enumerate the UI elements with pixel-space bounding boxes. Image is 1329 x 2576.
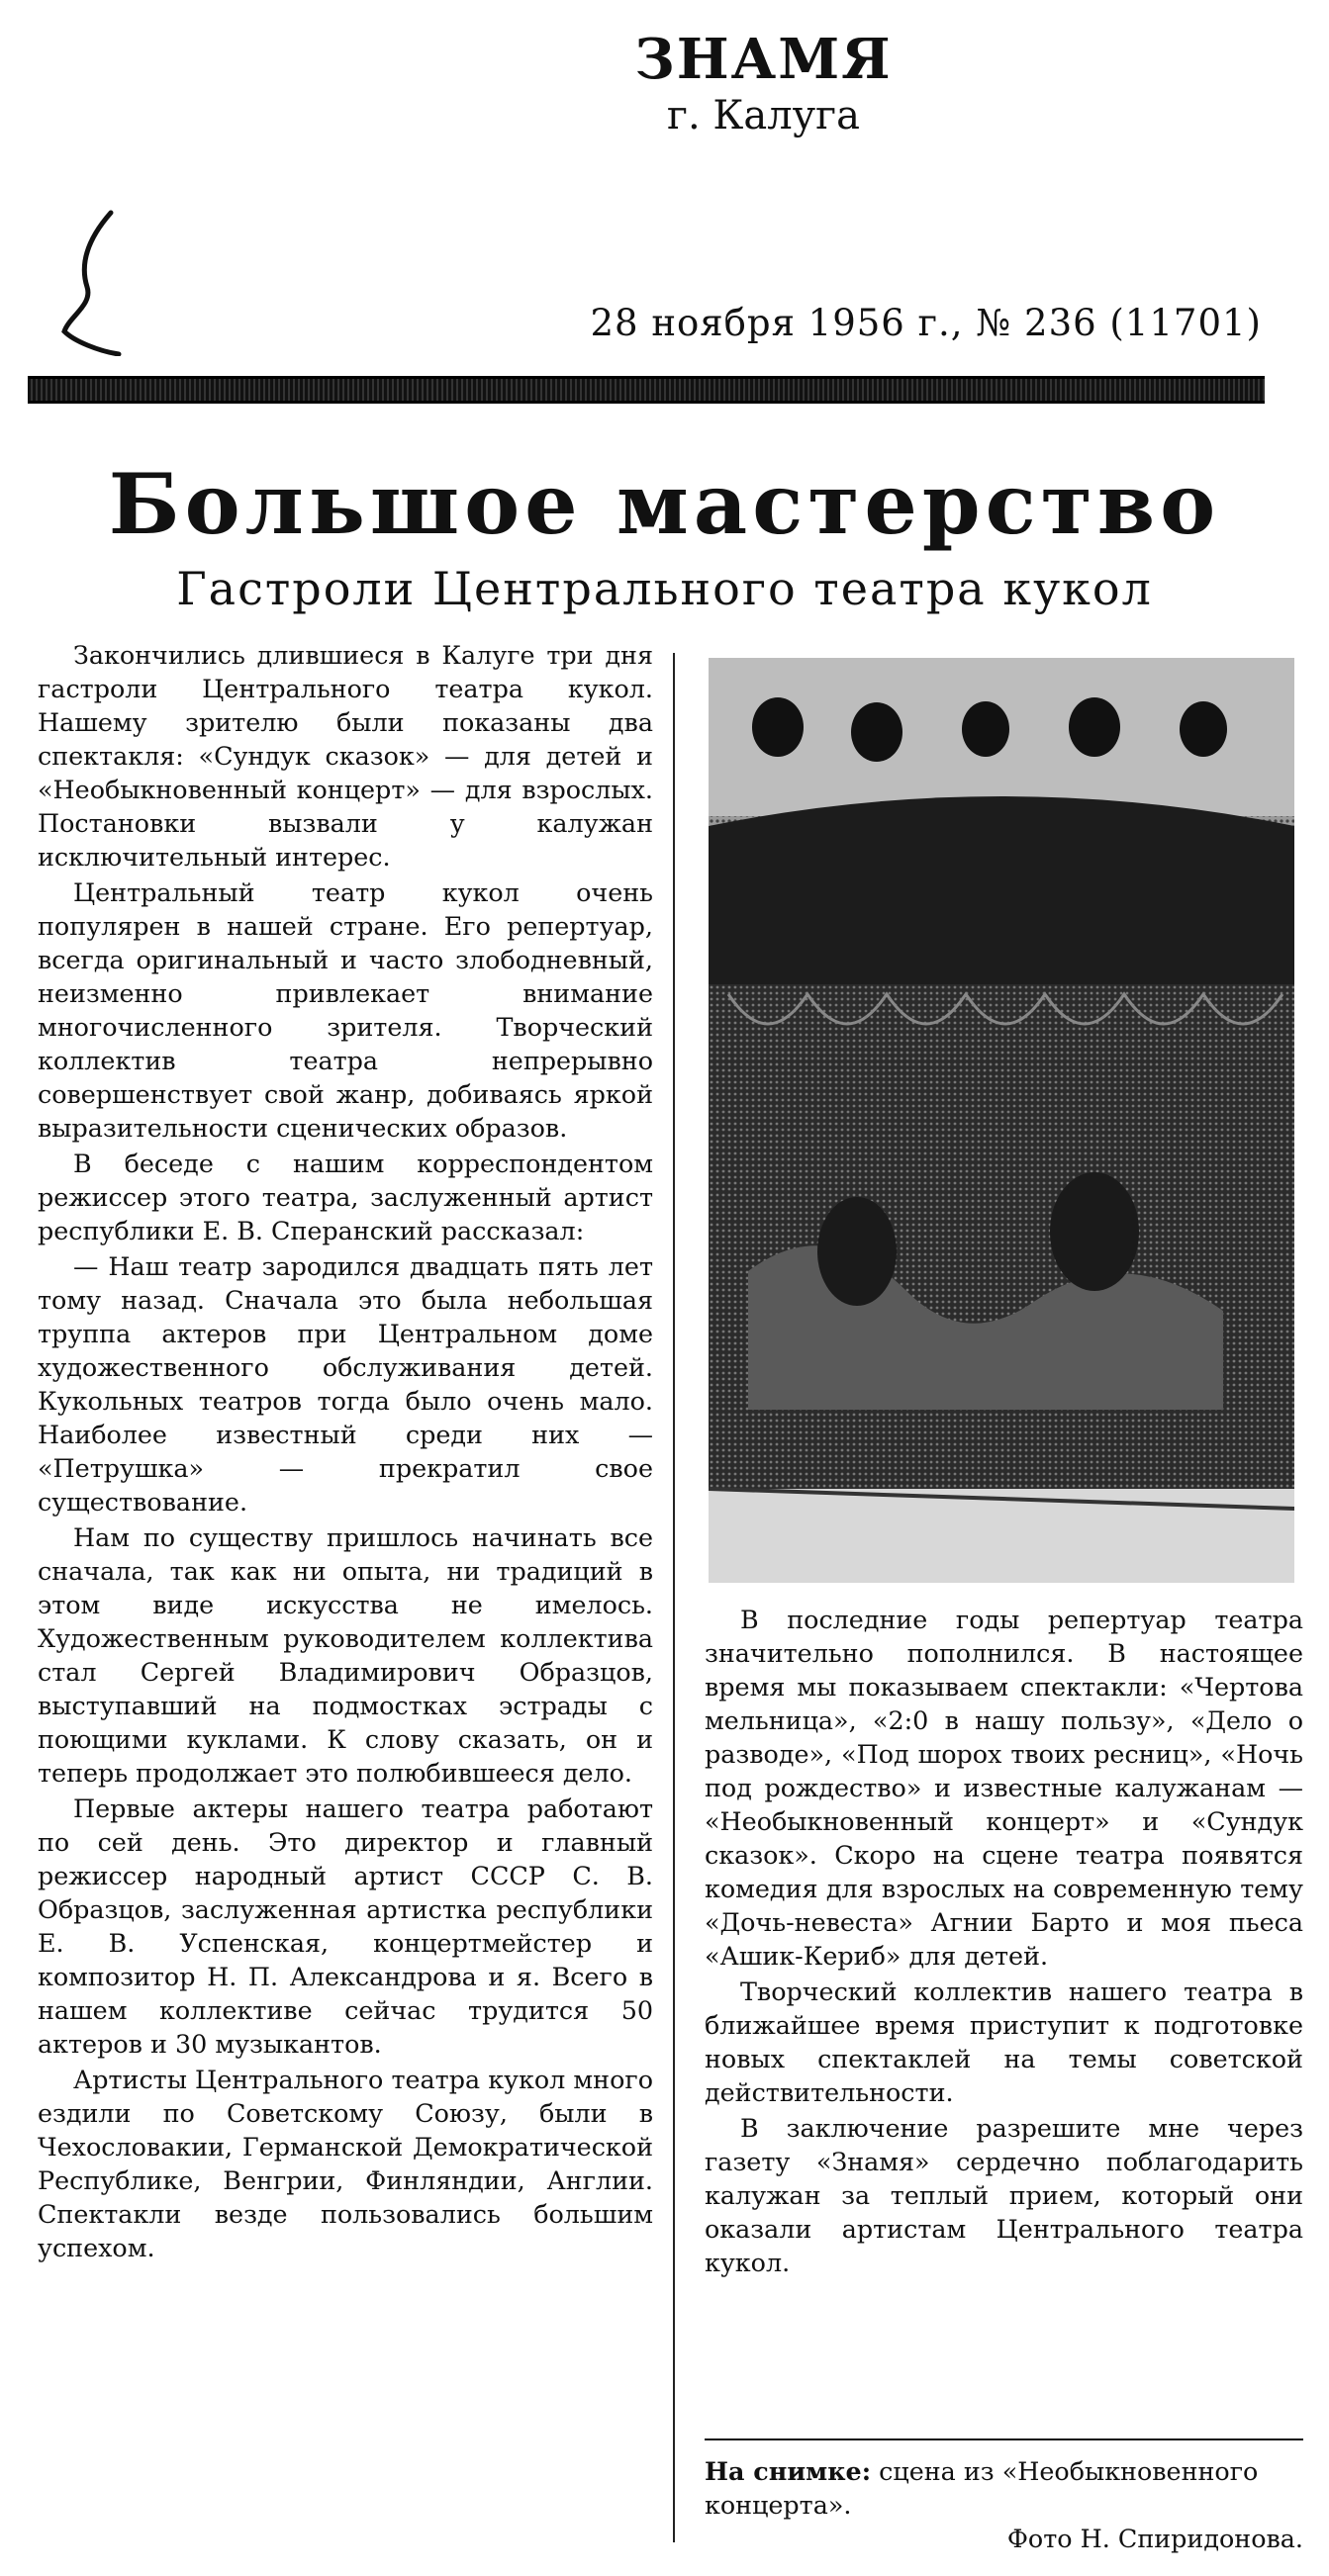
left-column	[38, 638, 653, 2266]
masthead-rule	[28, 376, 1265, 404]
paragraph: В заключение разрешите мне через газету «Знамя» сердечно поблагодарить калужан за теплый прием, который они оказали артистам Центрального театра кукол.	[705, 2113, 1303, 2277]
caption-text: сцена из «Необыкновенного концерта».	[705, 2456, 1259, 2520]
paragraph: В беседе с нашим корреспондентом режиссер этого театра, заслуженный артист республики Е. В. Сперанский рассказал:	[38, 1149, 653, 1245]
paper-name: ЗНАМЯ	[634, 27, 893, 92]
paragraph: — Наш театр зародился двадцать пять лет тому назад. Сначала это была небольшая труппа актеров при Центральном доме художественного обслуживания детей. Кукольных театров тогда было очень мало. Наиболее известный среди них — «Петрушка» — прекратил свое существование.	[38, 1251, 653, 1517]
masthead	[0, 28, 1329, 140]
paragraph: Центральный театр кукол очень популярен в нашей стране. Его репертуар, всегда оригинальный и часто злободневный, неизменно привлекает внимание многочисленного зрителя. Творческий коллектив театра непрерывно совершенствует свой жанр, добиваясь яркой выразительности сценических образов.	[38, 877, 653, 1143]
paragraph: Нам по существу пришлось начинать все сначала, так как ни опыта, ни традиций в этом виде искусства не имелось. Художественным руководителем коллектива стал Сергей Владимирович Образцов, выступавший на подмостках эстрады с поющими куклами. К слову сказать, он и теперь продолжает это полюбившееся дело.	[38, 1522, 653, 1788]
paragraph: Артисты Центрального театра кукол много ездили по Советскому Союзу, были в Чехословакии, Германской Демократической Республике, Венгрии, Финляндии, Англии. Спектакли везде пользовались большим успехом.	[38, 2065, 653, 2262]
paragraph: Первые актеры нашего театра работают по сей день. Это директор и главный режиссер народный артист СССР С. В. Образцов, заслуженная артистка республики Е. В. Успенская, концертмейстер и композитор Н. П. Александрова и я. Всего в нашем коллективе сейчас трудится 50 актеров и 30 музыкантов.	[38, 1794, 653, 2059]
issue-date-number: 28 ноября 1956 г., № 236 (11701)	[590, 302, 1262, 344]
right-column	[705, 1603, 1303, 2281]
photo-credit: Фото Н. Спиридонова.	[1006, 2524, 1303, 2553]
column-divider	[673, 653, 675, 2542]
photo-caption	[705, 2438, 1303, 2555]
stage-photo	[709, 658, 1294, 1583]
paragraph: Закончились длившиеся в Калуге три дня гастроли Центрального театра кукол. Нашему зрителю были показаны два спектакля: «Сундук сказок» — для детей и «Необыкновенный концерт» — для взрослых. Постановки вызвали у калужан исключительный интерес.	[38, 640, 653, 872]
paragraph: В последние годы репертуар театра значительно пополнился. В настоящее время мы показываем спектакли: «Чертова мельница», «2:0 в нашу пользу», «Дело о разводе», «Под шорох твоих ресниц», «Ночь под рождество» и известные калужанам — «Необыкновенный концерт» и «Сундук сказок». Скоро на сцене театра появятся комедия для взрослых на современную тему «Дочь-невеста» Агнии Барто и моя пьеса «Ашик-Кериб» для детей.	[705, 1605, 1303, 1971]
paper-city: г. Калуга	[667, 93, 860, 138]
paragraph: Творческий коллектив нашего театра в ближайшее время приступит к подготовке новых спектаклей на темы советской действительности.	[705, 1977, 1303, 2107]
article-subtitle: Гастроли Центрального театра кукол	[176, 562, 1153, 615]
caption-label: На снимке:	[705, 2456, 872, 2486]
article-title: Большое мастерство	[108, 455, 1221, 553]
